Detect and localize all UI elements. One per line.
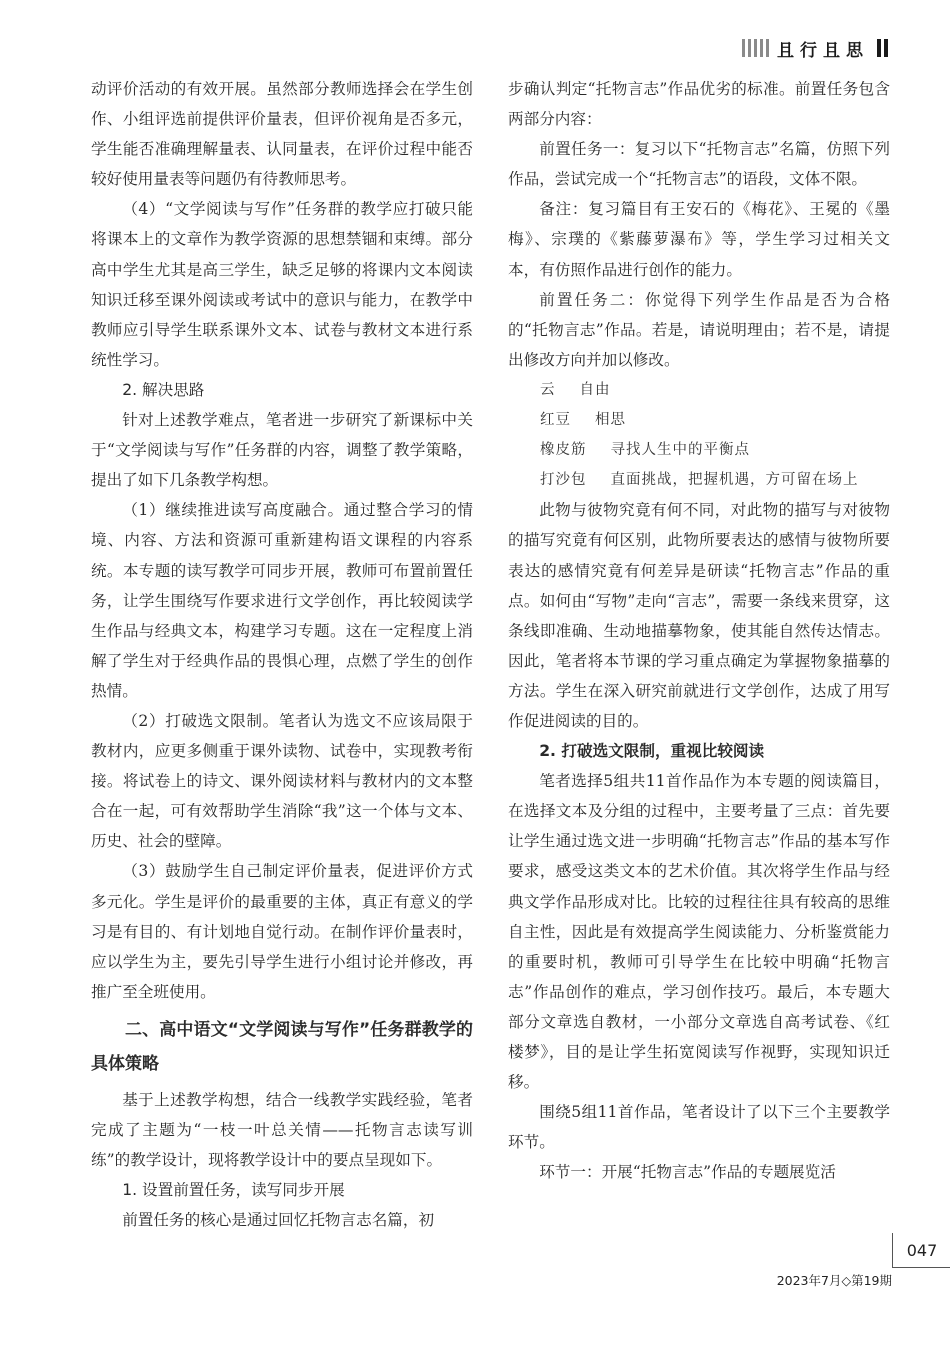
header-bars-decoration-right (877, 39, 888, 57)
issue-info: 2023年7月◇第19期 (776, 1273, 892, 1288)
left-column (91, 74, 473, 1235)
paragraph: 动评价活动的有效开展。虽然部分教师选择会在学生创作、小组评选前提供评价量表，但评价视角是否多元，学生能否准确理解量表、认同量表，在评价过程中能否较好使用量表等问题仍有待教师思考。 (91, 80, 473, 189)
student-work-item: 红豆 相思 (540, 412, 626, 429)
paragraph: （2）打破选文限制。笔者认为选文不应该局限于教材内，应更多侧重于课外读物、试卷中，实现教考衔接。将试卷上的诗文、课外阅读材料与教材内的文本整合在一起，可有效帮助学生消除“我”这一个体与文本、历史、社会的壁障。 (91, 711, 473, 851)
paragraph: 前置任务二：你觉得下列学生作品是否为合格的“托物言志”作品。若是，请说明理由；若不是，请提出修改方向并加以修改。 (508, 290, 890, 369)
column-title: 且行且思 (777, 40, 869, 61)
subheading: 1. 设置前置任务，读写同步开展 (122, 1181, 345, 1200)
paragraph: （3）鼓励学生自己制定评价量表，促进评价方式多元化。学生是评价的最重要的主体，真正有意义的学习是有目的、有计划地自觉行动。在制作评价量表时，应以学生为主，要先引导学生进行小组讨论并修改，再推广至全班使用。 (91, 862, 473, 1001)
student-work-item: 云 自由 (540, 381, 611, 398)
student-work-item: 橡皮筋 寻找人生中的平衡点 (540, 442, 750, 459)
paragraph: 针对上述教学难点，笔者进一步研究了新课标中关于“文学阅读与写作”任务群的内容，调整了教学策略，提出了如下几条教学构想。 (91, 411, 473, 490)
paragraph: （4）“文学阅读与写作”任务群的教学应打破只能将课本上的文章作为教学资源的思想禁锢和束缚。部分高中学生尤其是高三学生，缺乏足够的将课内文本阅读知识迁移至课外阅读或考试中的意识与能力，在教学中教师应引导学生联系课外文本、试卷与教材文本进行系统性学习。 (91, 200, 473, 369)
student-work-item: 打沙包 直面挑战，把握机遇，方可留在场上 (540, 472, 859, 489)
header-bars-decoration (742, 39, 769, 57)
paragraph: 前置任务的核心是通过回忆托物言志名篇，初 (122, 1211, 435, 1230)
paragraph: 基于上述教学构想，结合一线教学实践经验，笔者完成了主题为“一枝一叶总关情——托物言志读写训练”的教学设计，现将教学设计中的要点呈现如下。 (91, 1090, 473, 1170)
subheading: 2. 打破选文限制，重视比较阅读 (539, 742, 765, 761)
page-number: 047 (892, 1233, 950, 1268)
paragraph: 环节一：开展“托物言志”作品的专题展览活 (539, 1163, 836, 1182)
paragraph: （1）继续推进读写高度融合。通过整合学习的情境、内容、方法和资源可重新建构语文课程的内容系统。本专题的读写教学可同步开展，教师可布置前置任务，让学生围绕写作要求进行文学创作，再比较阅读学生作品与经典文本，构建学习专题。这在一定程度上消解了学生对于经典作品的畏惧心理，点燃了学生的创作热情。 (91, 501, 473, 700)
student-works-list (508, 375, 890, 495)
paragraph: 此物与彼物究竟有何不同，对此物的描写与对彼物的描写究竟有何区别，此物所要表达的感情与彼物所要表达的感情究竟有何差异是研读“托物言志”作品的重点。如何由“写物”走向“言志”，需要一条线来贯穿，这条线即准确、生动地描摹物象，使其能自然传达情志。因此，笔者将本节课的学习重点确定为掌握物象描摹的方法。学生在深入研究前就进行文学创作，达成了用写作促进阅读的目的。 (508, 501, 890, 730)
section-heading: 二、高中语文“文学阅读与写作”任务群教学的具体策略 (91, 1019, 473, 1074)
paragraph: 前置任务一：复习以下“托物言志”名篇，仿照下列作品，尝试完成一个“托物言志”的语段，文体不限。 (508, 140, 890, 189)
subheading: 2. 解决思路 (122, 380, 205, 399)
paragraph: 围绕5组11首作品，笔者设计了以下三个主要教学环节。 (508, 1103, 890, 1152)
paragraph: 笔者选择5组共11首作品作为本专题的阅读篇目，在选择文本及分组的过程中，主要考量了三点：首先要让学生通过选文进一步明确“托物言志”作品的基本写作要求，感受这类文本的艺术价值。其次将学生作品与经典文学作品形成对比。比较的过程往往具有较高的思维自主性，因此是有效提高学生阅读能力、分析鉴赏能力的重要时机，教师可引导学生在比较中明确“托物言志”作品创作的难点，学习创作技巧。最后，本专题大部分文章选自教材，一小部分文章选自高考试卷、《红楼梦》，目的是让学生拓宽阅读写作视野，实现知识迁移。 (508, 772, 890, 1092)
paragraph: 备注：复习篇目有王安石的《梅花》、王冕的《墨梅》、宗璞的《紫藤萝瀑布》等，学生学习过相关文本，有仿照作品进行创作的能力。 (508, 200, 890, 279)
page-header (742, 36, 888, 60)
right-column (508, 74, 890, 1187)
paragraph: 步确认判定“托物言志”作品优劣的标准。前置任务包含两部分内容： (508, 80, 890, 129)
